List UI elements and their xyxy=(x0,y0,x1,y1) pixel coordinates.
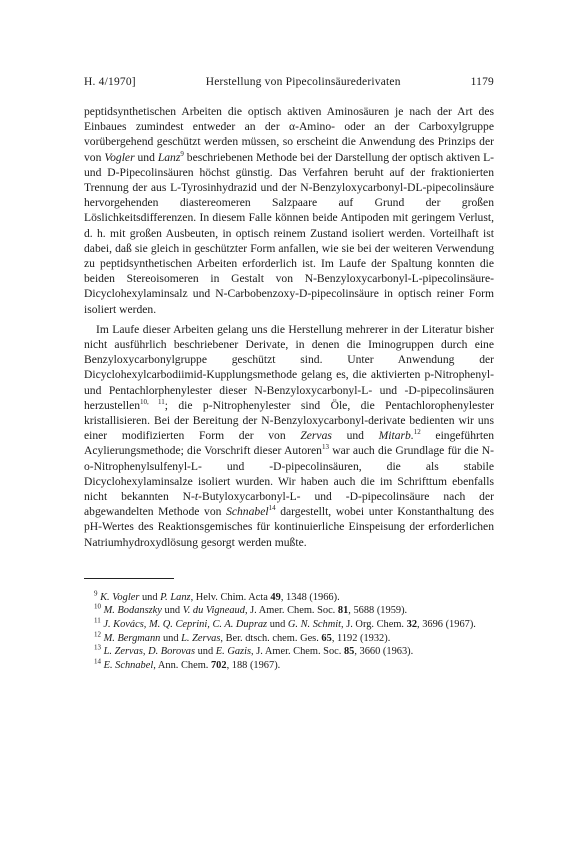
italic-run: E. Gazis xyxy=(215,646,252,658)
italic-run: M. Bergmann xyxy=(103,632,161,644)
footnote-marker: 10 xyxy=(94,603,101,612)
italic-run: Zervas xyxy=(300,429,332,443)
footnote-marker: 10, 11 xyxy=(140,398,165,406)
issue-reference: H. 4/1970] xyxy=(84,76,136,88)
italic-run: L. Zervas xyxy=(181,632,221,644)
page-number: 1179 xyxy=(470,76,494,88)
footnote-marker: 13 xyxy=(321,443,329,452)
footnote-14: $^{14}$ E. Schnabel, Ann. Chem. 702, 188 (1967). xyxy=(94,657,281,671)
footnote-divider xyxy=(84,578,174,579)
bold-run: 49 xyxy=(270,591,281,603)
bold-run: 85 xyxy=(343,646,355,658)
italic-run: Schnabel xyxy=(226,505,269,519)
footnote-marker: 13 xyxy=(94,643,101,652)
italic-run: G. N. Schmit xyxy=(287,619,341,631)
italic-run: E. Schnabel xyxy=(103,659,154,671)
italic-run: t xyxy=(194,490,199,504)
italic-run: P. Lanz xyxy=(160,591,191,603)
footnote-marker: 14 xyxy=(94,657,101,666)
footnotes xyxy=(84,591,494,673)
italic-run: Lanz xyxy=(157,150,181,164)
footnote-marker: 12 xyxy=(94,630,101,639)
bold-run: 702 xyxy=(210,659,227,671)
italic-run: M. Bodanszky xyxy=(103,605,162,617)
page xyxy=(84,76,494,672)
italic-run: V. du Vigneaud xyxy=(182,605,245,617)
running-title: Herstellung von Pipecolinsäurederivaten xyxy=(205,76,401,88)
italic-run: J. Kovács, M. Q. Ceprini, C. A. Dupraz xyxy=(103,619,268,631)
bold-run: 81 xyxy=(337,605,349,617)
running-head xyxy=(84,76,494,88)
italic-run: Vogler xyxy=(104,150,135,164)
bold-run: 65 xyxy=(321,632,332,644)
body-text xyxy=(84,104,494,550)
footnote-marker: 9 xyxy=(180,149,184,158)
paragraph-2: Im Laufe dieser Arbeiten gelang uns die Herstellung mehrerer in der Literatur bisher nicht ausführlich beschriebener Derivate, in denen die Iminogruppen durch eine Benzyloxycarbonylgruppe geschützt sind. Unter Anwendung der Dicyclohexylcarbodiimid-Kupplungsmethode gelang es, die aktivierten p-Nitrophenyl- und Pentachlorphenylester dieser N-Benzyloxycarbonyl-L- und -D-pipecolinsäuren herzustellen$^{10, 11}$; die p-Nitrophenylester sind Öle, die Pentachlorophenylester kristallisieren. Bei der Bereitung der N-Benzyloxycarbonyl-derivate bedienten wir uns einer modifizierten Form der von Zervas und Mitarb.$^{12}$ eingeführten Acylierungsmethode; die Vorschrift dieser Autoren$^{13}$ war auch die Grundlage für die N-o-Nitrophenylsulfenyl-L- und -D-pipecolinsäuren, die als stabile Dicyclohexylaminsalze isoliert wurden. Wir haben auch die im Schrifttum ebenfalls nicht bekannten N-t-Butyloxycarbonyl-L- und -D-pipecolinsäure nach der abgewandelten Methode von Schnabel$^{14}$ dargestellt, wobei unter Konstanthaltung des pH-Wertes des Reaktionsgemisches für kontinuierliche Einspeisung der erforderlichen Natriumhydroxydlösung gesorgt werden mußte. xyxy=(84,322,495,549)
footnote-9: $^9$ K. Vogler und P. Lanz, Helv. Chim. Acta 49, 1348 (1966). xyxy=(94,589,340,603)
footnote-marker: 11 xyxy=(94,616,101,625)
italic-run: K. Vogler xyxy=(100,591,140,603)
footnote-marker: 9 xyxy=(94,589,98,598)
footnote-marker: 12 xyxy=(413,428,421,437)
footnote-12: $^{12}$ M. Bergmann und L. Zervas, Ber. dtsch. chem. Ges. 65, 1192 (1932). xyxy=(94,630,391,644)
bold-run: 32 xyxy=(406,619,418,631)
footnote-marker: 14 xyxy=(268,504,276,513)
italic-run: L. Zervas, D. Borovas xyxy=(103,646,196,658)
paragraph-1: peptidsynthetischen Arbeiten die optisch aktiven Aminosäuren je nach der Art des Einbaues zumindest entweder an der α-Amino- oder an der Carboxylgruppe vorübergehend geschützt werden müssen, so erscheint die Anwendung des Prinzips der von Vogler und Lanz$^9$ beschriebenen Methode bei der Darstellung der optisch aktiven L- und D-Pipecolinsäuren höchst günstig. Das Verfahren beruht auf der fraktionierten Trennung der aus L-Tyrosinhydrazid und der N-Benzyloxycarbonyl-DL-pipecolinsäure hervorgehenden diastereomeren Salzpaare auf Grund der großen Löslichkeitsdifferenzen. In diesem Falle können beide Antipoden mit geringem Verlust, d. h. mit großen Ausbeuten, in optisch reinem Zustand isoliert werden. Vorteilhaft ist dabei, daß sie gleich in geschützter Form anfallen, wie sie bei der weiteren Verwendung zu peptidsynthetischen Arbeiten erforderlich ist. Im Laufe der Spaltung konnten die beiden Stereoisomeren in Gestalt von N-Benzyloxycarbonyl-L-pipecolinsäure-Dicyclohexylaminsalz und N-Carbobenzoxy-D-pipecolinsäure in optisch reiner Form isoliert werden. xyxy=(84,105,495,316)
footnote-11: $^{11}$ J. Kovács, M. Q. Ceprini, C. A. Dupraz und G. N. Schmit, J. Org. Chem. 32, 3696 (1967). xyxy=(94,616,476,631)
italic-run: Mitarb. xyxy=(378,429,414,443)
footnote-13: $^{13}$ L. Zervas, D. Borovas und E. Gazis, J. Amer. Chem. Soc. 85, 3660 (1963). xyxy=(94,643,414,658)
footnote-10: $^{10}$ M. Bodanszky und V. du Vigneaud, J. Amer. Chem. Soc. 81, 5688 (1959). xyxy=(94,603,408,617)
